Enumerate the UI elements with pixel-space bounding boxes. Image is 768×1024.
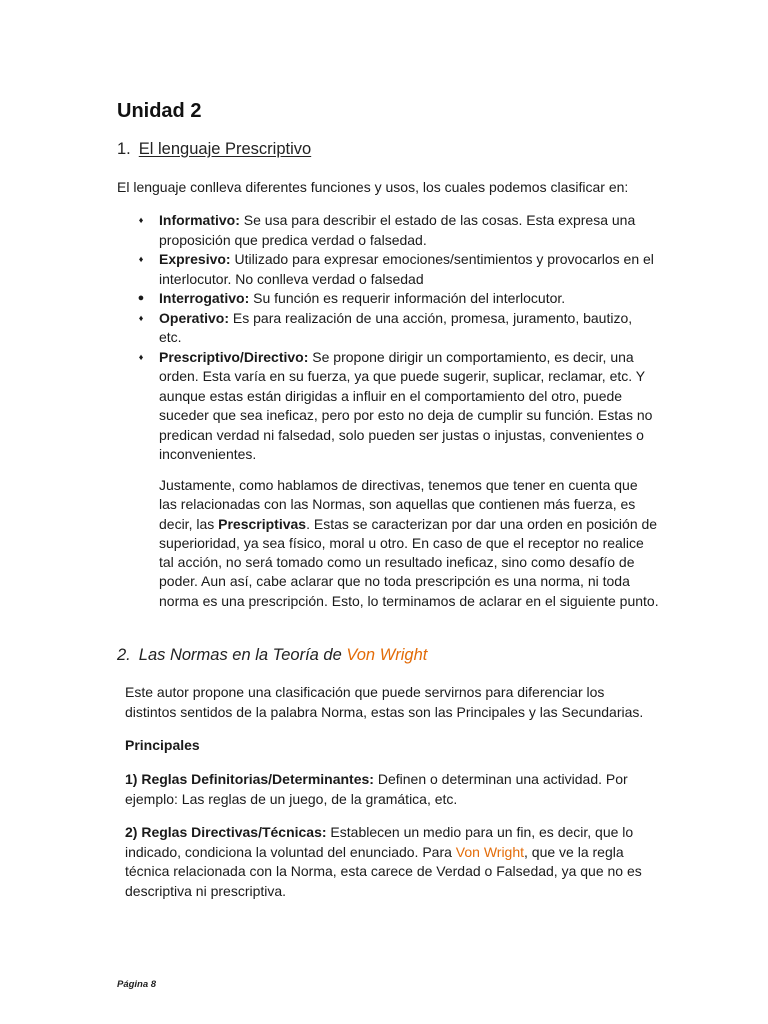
bullet-term: Operativo: (159, 309, 230, 326)
section-1-title: El lenguaje Prescriptivo (138, 140, 312, 158)
rule-2-text: , que ve la regla técnica relacionada con la Norma, esta carece de Verdad o Falsedad, ya que no es descriptiva ni prescriptiva. (125, 843, 642, 899)
bullet-text: Se propone dirigir un comportamiento, es decir, una orden. Esta varía en su fuerza, ya que puede sugerir, suplicar, reclamar, etc. Y aunque estas están dirigidas a influir en el comportamiento del otro, puede suceder que sea ineficaz, pero por esto no deja de cumplir su función. Estas no predican verdad ni falsedad, solo pueden ser justas o injustas, convenientes o inconvenientes. (159, 348, 653, 462)
page-number-footer: Página 8 (117, 979, 157, 990)
section-2-intro: Este autor propone una clasificación que puede servirnos para diferenciar los distintos sentidos de la palabra Norma, estas son las Principales y las Secundarias. (125, 684, 644, 720)
bullet-text: Es para realización de una acción, promesa, juramento, bautizo, etc. (159, 309, 633, 345)
list-item-informativo (136, 211, 656, 250)
section-1-heading (117, 140, 311, 159)
rule-2 (125, 823, 655, 901)
rule-1 (125, 770, 655, 809)
function-list (136, 211, 656, 465)
paragraph-text: . Estas se caracterizan por dar una orden en posición de superioridad, ya sea físico, moral u otro. En caso de que el receptor no realice tal acción, no será tomado como un resultado ineficaz, sino como desafío de poder. Aun así, cabe aclarar que no toda prescripción es una norma, ni toda norma es una prescripción. Esto, lo terminamos de aclarar en el siguiente punto. (159, 515, 659, 609)
principales-subheading: Principales (125, 737, 200, 753)
section-2-title: Las Normas en la Teoría de (138, 646, 347, 664)
diamond-bullet-icon: ♦ (138, 254, 144, 264)
bullet-term: Expresivo: (159, 251, 231, 267)
section-2-number: 2. (117, 646, 131, 664)
diamond-bullet-icon: ♦ (138, 312, 144, 323)
rule-1-text: Definen o determinan una actividad. Por ejemplo: Las reglas de un juego, de la gramática, etc. (125, 771, 628, 807)
bullet-term: Interrogativo: (159, 290, 250, 306)
bullet-term: Informativo: (159, 212, 240, 228)
diamond-bullet-icon: ♦ (138, 351, 144, 362)
list-item-prescriptivo (136, 348, 656, 465)
bullet-text: Su función es requerir información del interlocutor. (249, 290, 566, 306)
von-wright-highlight: Von Wright (455, 843, 525, 860)
rule-2-label: 2) Reglas Directivas/Técnicas: (125, 824, 327, 840)
diamond-bullet-icon: ♦ (138, 215, 144, 225)
section-1-intro: El lenguaje conlleva diferentes funciones y usos, los cuales podemos clasificar en: (117, 179, 629, 195)
paragraph-bold-term: Prescriptivas (218, 515, 307, 532)
section-1-number: 1. (117, 140, 131, 158)
rule-2-text: Establecen un medio para un fin, es decir, que lo indicado, condiciona la voluntad del enunciado. Para (125, 824, 634, 860)
von-wright-highlight: Von Wright (346, 646, 428, 664)
rule-1-label: 1) Reglas Definitorias/Determinantes: (125, 771, 374, 787)
list-item-interrogativo (136, 289, 656, 309)
paragraph-text: Justamente, como hablamos de directivas, tenemos que tener en cuenta que las relacionadas con las Normas, son aquellas que contienen más fuerza, es decir, las (159, 477, 638, 532)
bullet-term: Prescriptivo/Directivo: (159, 348, 309, 365)
bullet-text: Se usa para describir el estado de las cosas. Esta expresa una proposición que predica verdad o falsedad. (159, 212, 636, 248)
bullet-text: Utilizado para expresar emociones/sentimientos y provocarlos en el interlocutor. No conlleva verdad o falsedad (159, 251, 654, 287)
section-2-heading (117, 646, 427, 665)
list-item-operativo (136, 309, 656, 348)
list-item-expresivo (136, 250, 656, 289)
dot-bullet-icon: ● (137, 292, 145, 304)
unit-title: Unidad 2 (117, 100, 202, 122)
prescriptive-paragraph (159, 476, 659, 611)
